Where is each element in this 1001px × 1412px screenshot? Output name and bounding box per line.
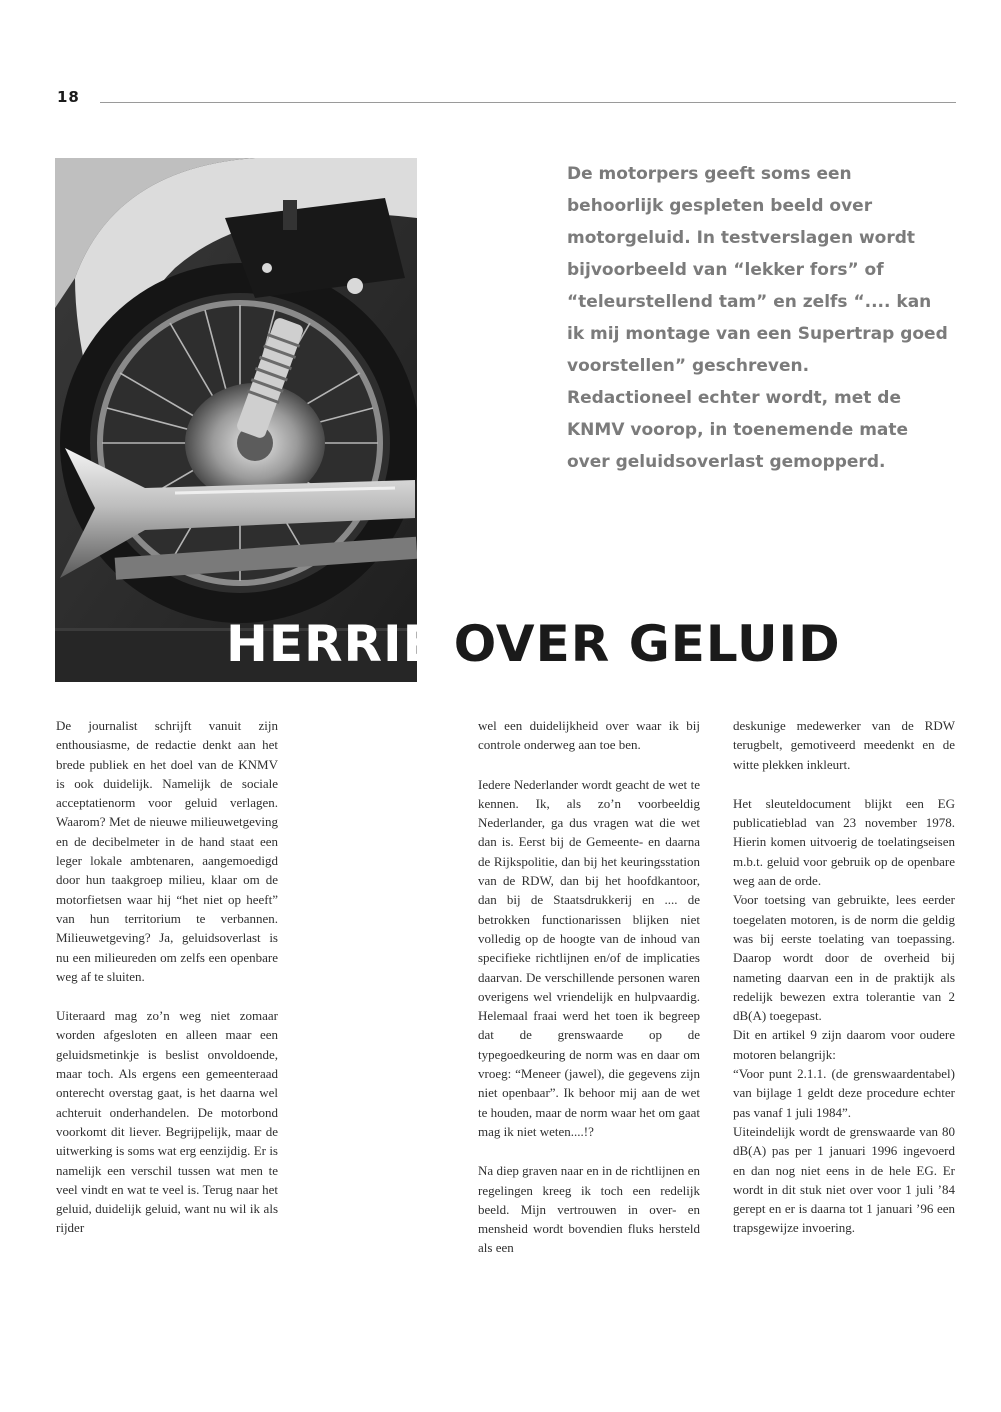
intro-text [567,158,952,478]
paragraph: deskunige medewerker van de RDW terugbelt, gemotiveerd meedenkt en de witte plekken inkleurt. [733,718,955,772]
intro-paragraph: De motorpers geeft soms een behoorlijk gespleten beeld over motorgeluid. In testverslagen wordt bijvoorbeeld van “lekker fors” of “teleurstellend tam” en zelfs “.... kan ik mij montage van een Supertrap goed voorstellen” geschreven. [567,164,948,376]
headline-part-1: HERRIE [226,615,438,673]
paragraph: Het sleuteldocument blijkt een EG publicatieblad van 23 november 1978. Hierin komen uitvoerig de toelatingseisen m.b.t. geluid voor gebruik op de openbare weg aan de orde. [733,795,955,889]
paragraph: Voor toetsing van gebruikte, lees eerder toegelaten motoren, is de norm die geldig was bij eerste toelating van toepassing. Daarop wordt door de overheid bij nameting daarvan een in de praktijk als redelijk bewezen extra tolerantie van 2 dB(A) toegepast. [733,892,955,1024]
article-column-3 [733,716,955,1238]
paragraph: “Voor punt 2.1.1. (de grenswaardentabel) van bijlage 1 geldt deze procedure echter pas vanaf 1 juli 1984”. [733,1066,955,1120]
paragraph: De journalist schrijft vanuit zijn enthousiasme, de redactie denkt aan het brede publiek en het doel van de KNMV is ook duidelijk. Namelijk de sociale acceptatienorm voor geluid verlagen. Waarom? Met de nieuwe milieuwetgeving en de decibelmeter in de hand staat een leger lokale ambtenaren, aangemoedigd door hun taakgroep milieu, klaar om de motorfietsen waar hij “het niet op heeft” van hun territorium te verbannen. Milieuwetgeving? Ja, geluidsoverlast is nu een milieureden om zelfs een openbare weg af te sluiten. [56,718,278,984]
page-number: 18 [57,88,80,106]
motorcycle-photo [55,158,417,682]
article-column-2 [478,716,700,1278]
paragraph: wel een duidelijkheid over waar ik bij controle onderweg aan toe ben. [478,718,700,753]
paragraph: Uiteindelijk wordt de grenswaarde van 80 dB(A) pas per 1 januari 1996 ingevoerd en dan nog niet eens in de hele EG. Er wordt in dit stuk niet over voor 1 juli ’84 gerept en er is daarna tot 1 januari ’96 een trapsgewijze invoering. [733,1123,955,1236]
paragraph: Uiteraard mag zo’n weg niet zomaar worden afgesloten en alleen maar een geluidsmetinkje is beslist onvoldoende, maar toch. Als ergens een gemeenteraad onterecht overstag gaat, is het daarna wel achteruit onderhandelen. De motorbond voorkomt dit liever. Begrijpelijk, maar de uitwerking is soms wat erg eenzijdig. Er is namelijk een verschil tussen wat men te veel vindt en wat te veel is. Terug naar het geluid, duidelijk geluid, want nu wil ik als rijder [56,1008,278,1236]
motorcycle-rear-wheel-image [55,158,417,682]
headline [226,612,841,676]
paragraph: Na diep graven naar en in de richtlijnen en regelingen kreeg ik toch een redelijk beeld. Mijn vertrouwen in over- en mensheid wordt bovendien fluks hersteld als een [478,1163,700,1256]
headline-part-2: OVER GELUID [453,615,841,673]
intro-paragraph: Redactioneel echter wordt, met de KNMV voorop, in toenemende mate over geluidsoverlast gemopperd. [567,388,909,472]
paragraph: Dit en artikel 9 zijn daarom voor oudere motoren belangrijk: [733,1027,955,1062]
header-rule [100,102,956,103]
article-column-1 [56,716,278,1258]
paragraph: Iedere Nederlander wordt geacht de wet te kennen. Ik, als zo’n voorbeeldig Nederlander, ga dus vragen wat die wet dan is. Eerst bij de Gemeente- en daarna de Rijkspolitie, dan bij het keuringsstation van de RDW, dan bij het hoofdkantoor, dan bij de Staatsdrukkerij en .... de betrokken functionarissen blijken niet volledig op de hoogte van de inhoud van specifieke richtlijnen en/of de implicaties daarvan. De verschillende personen waren overigens wel vriendelijk en hulpvaardig. Helemaal fraai werd het toen ik begreep dat de grenswaarde op de typegoedkeuring de norm was en daar om vroeg: “Meneer (jawel), die gegevens zijn niet openbaar”. Ik behoor mij aan de wet te houden, maar de norm waar het om gaat mag ik niet weten....!? [478,776,700,1139]
